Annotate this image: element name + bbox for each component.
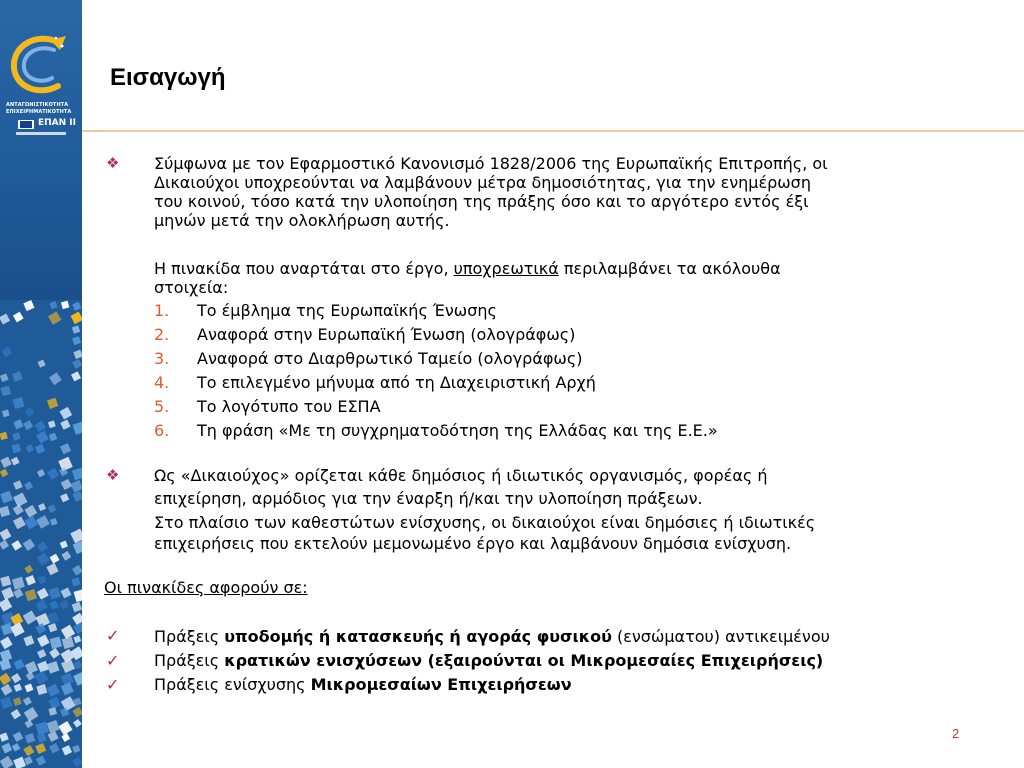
list-number: 6.: [154, 421, 170, 440]
bullet1-line-2: Δικαιούχοι υποχρεούνται να λαμβάνουν μέτρα δημοσιότητας, για την ενημέρωση: [154, 173, 811, 192]
page-number: 2: [952, 726, 960, 741]
list-item: Τη φράση «Με τη συγχρηματοδότηση της Ελλάδας και της Ε.Ε.»: [197, 421, 718, 440]
intro-text-underlined: υποχρεωτικά: [453, 259, 559, 278]
check-item-post: (ενσώματου) αντικειμένου: [611, 627, 830, 646]
bullet2-line-2: επιχείρηση, αρμόδιος για την έναρξη ή/και την υλοποίηση πράξεων.: [154, 489, 703, 508]
check-item-bold: Μικρομεσαίων Επιχειρήσεων: [310, 675, 572, 694]
bullet2-sub-line-2: επιχειρήσεις που εκτελούν μεμονωμένο έργο και λαμβάνουν δημόσια ενίσχυση.: [154, 534, 792, 553]
bullet1-line-4: μηνών μετά την ολοκλήρωση αυτής.: [154, 211, 450, 230]
sign-contents-intro-line2: στοιχεία:: [154, 278, 229, 297]
diamond-bullet-icon: ❖: [106, 466, 120, 484]
logo-program-name: ΕΠΑΝ ΙΙ: [38, 118, 77, 128]
list-number: 2.: [154, 325, 170, 344]
logo-line-2: ΕΠΙΧΕΙΡΗΜΑΤΙΚΟΤΗΤΑ: [6, 109, 72, 115]
intro-text-b: περιλαμβάνει τα ακόλουθα: [558, 259, 781, 278]
check-item-pre: Πράξεις: [154, 627, 225, 646]
bullet2-sub-line-1: Στο πλαίσιο των καθεστώτων ενίσχυσης, οι δικαιούχοι είναι δημόσιες ή ιδιωτικές: [154, 513, 816, 532]
bullet2-line-1: Ως «Δικαιούχος» ορίζεται κάθε δημόσιος ή ιδιωτικός οργανισμός, φορέας ή: [154, 466, 768, 485]
check-icon: ✓: [106, 675, 120, 694]
list-item: Το επιλεγμένο μήνυμα από τη Διαχειριστική Αρχή: [197, 373, 596, 392]
list-item: Το λογότυπο του ΕΣΠΑ: [197, 397, 381, 416]
bullet1-line-1: Σύμφωνα με τον Εφαρμοστικό Κανονισμό 1828/2006 της Ευρωπαϊκής Επιτροπής, οι: [154, 154, 828, 173]
check-item-pre: Πράξεις: [154, 651, 225, 670]
diamond-bullet-icon: ❖: [106, 154, 120, 172]
check-icon: ✓: [106, 651, 120, 670]
check-icon: ✓: [106, 626, 120, 645]
bullet1-line-3: του κοινού, τόσο κατά την υλοποίηση της πράξης όσο και το αργότερο εντός έξι: [154, 192, 809, 211]
check-item-bold: κρατικών ενισχύσεων (εξαιρούνται οι Μικρομεσαίες Επιχειρήσεις): [224, 651, 824, 670]
check-item: [154, 628, 830, 646]
list-number: 5.: [154, 397, 170, 416]
list-number: 4.: [154, 373, 170, 392]
list-item: Αναφορά στην Ευρωπαϊκή Ένωση (ολογράφως): [197, 325, 576, 344]
check-item-bold: υποδομής ή κατασκευής ή αγοράς φυσικού: [224, 627, 612, 646]
check-item: [154, 652, 823, 670]
signs-heading: Οι πινακίδες αφορούν σε:: [104, 578, 308, 597]
list-item: Το έμβλημα της Ευρωπαϊκής Ένωσης: [197, 301, 497, 320]
sign-contents-intro: [154, 260, 781, 278]
slide-title: Εισαγωγή: [110, 64, 226, 91]
logo-line-1: ΑΝΤΑΓΩΝΙΣΤΙΚΟΤΗΤΑ: [6, 102, 69, 108]
check-item: [154, 676, 572, 694]
list-item: Αναφορά στο Διαρθρωτικό Ταμείο (ολογράφως): [197, 349, 583, 368]
intro-text-a: Η πινακίδα που αναρτάται στο έργο,: [154, 259, 454, 278]
list-number: 1.: [154, 301, 170, 320]
list-number: 3.: [154, 349, 170, 368]
check-item-pre: Πράξεις ενίσχυσης: [154, 675, 311, 694]
